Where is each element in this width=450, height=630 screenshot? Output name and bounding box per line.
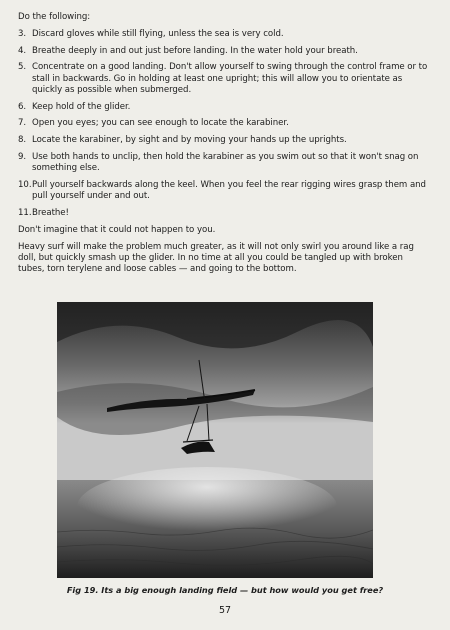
list-item	[18, 29, 430, 40]
item-number: 3.	[18, 28, 27, 39]
list-item	[18, 46, 430, 57]
item-text: Open you eyes; you can see enough to locate the karabiner.	[32, 118, 289, 129]
item-text: Discard gloves while still flying, unless the sea is very cold.	[32, 28, 284, 39]
item-number: 9.	[18, 151, 27, 162]
hang-glider-photo	[57, 302, 373, 578]
item-number: 5.	[18, 62, 27, 73]
item-number: 6.	[18, 101, 27, 112]
figure-caption: Fig 19. Its a big enough landing field — but how would you get free?	[66, 585, 384, 595]
paragraph: Heavy surf will make the problem much greater, as it will not only swirl you around like a rag doll, but quickly smash up the glider. In no time at all you could be tangled up with broken tubes, torn terylene and loose cables — and going to the bottom.	[18, 241, 414, 274]
item-text: Use both hands to unclip, then hold the karabiner as you swim out so that it won't snag on something else.	[32, 151, 419, 174]
list-item	[18, 62, 430, 96]
item-number: 11.	[18, 207, 32, 218]
item-number: 4.	[18, 45, 27, 56]
body-text	[18, 12, 430, 281]
item-text: Keep hold of the glider.	[32, 101, 131, 112]
item-text: Pull yourself backwards along the keel. When you feel the rear rigging wires grasp them and pull yourself under and out.	[32, 179, 426, 202]
item-text: Breathe!	[32, 207, 69, 218]
item-number: 7.	[18, 118, 27, 129]
list-item	[18, 180, 430, 202]
item-text: Locate the karabiner, by sight and by moving your hands up the uprights.	[32, 135, 347, 146]
intro-line: Do the following:	[18, 12, 91, 22]
warning-line: Don't imagine that it could not happen to you.	[18, 224, 216, 235]
item-number: 10.	[18, 179, 32, 190]
photo-image	[57, 302, 373, 578]
sun-reflection	[77, 467, 337, 547]
item-number: 8.	[18, 135, 27, 146]
item-text: Breathe deeply in and out just before landing. In the water hold your breath.	[32, 45, 358, 56]
item-text: Concentrate on a good landing. Don't allow yourself to swing through the control frame or to stall in backwards. Go in holding at least one upright; this will allow you to orientate as quickly as possible when submerged.	[32, 62, 428, 95]
list-item	[18, 152, 430, 174]
list-item	[18, 118, 430, 129]
page-number: 57	[218, 605, 232, 616]
list-item	[18, 135, 430, 146]
list-item	[18, 102, 430, 113]
list-item	[18, 208, 430, 219]
